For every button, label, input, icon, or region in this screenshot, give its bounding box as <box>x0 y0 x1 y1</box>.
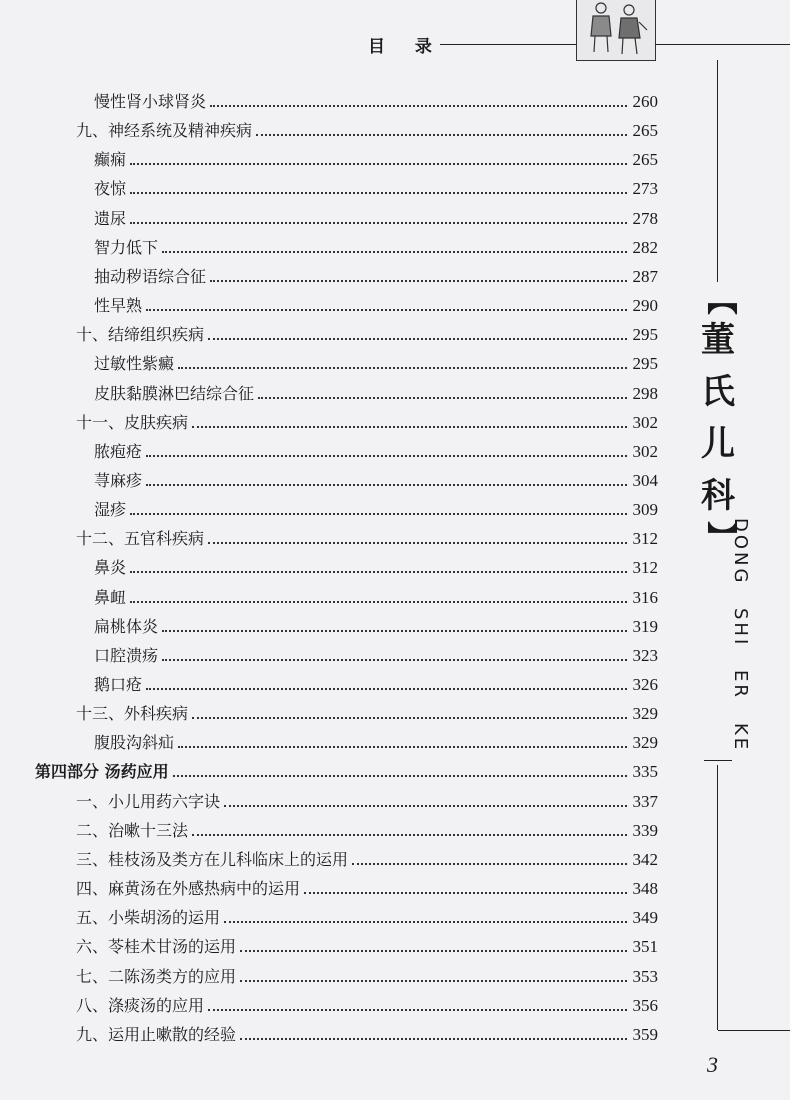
toc-entry-label: 十三、外科疾病 <box>76 704 189 724</box>
toc-entry-label: 抽动秽语综合征 <box>94 266 207 286</box>
toc-entry-label: 十一、皮肤疾病 <box>76 412 189 432</box>
toc-entry <box>76 875 658 899</box>
toc-entry <box>94 88 658 112</box>
toc-entry <box>76 963 658 987</box>
toc-entry-label: 第四部分 汤药应用 <box>35 762 169 782</box>
toc-entry <box>94 263 658 287</box>
toc-entry-page: 339 <box>632 820 658 840</box>
page-number: 3 <box>707 1052 718 1077</box>
toc-entry-page: 329 <box>632 733 658 753</box>
toc-entry-page: 309 <box>632 500 658 520</box>
toc-entry-page: 337 <box>632 791 658 811</box>
toc-entry-page: 282 <box>632 237 658 257</box>
toc-entry-label: 性早熟 <box>94 296 143 316</box>
dot-leader <box>208 1009 626 1011</box>
toc-entry-page: 351 <box>632 937 658 957</box>
header-rule-right <box>655 44 790 45</box>
dot-leader <box>192 426 626 428</box>
header-rule-left <box>440 44 576 45</box>
toc-entry <box>94 642 658 666</box>
toc-entry-page: 287 <box>632 266 658 286</box>
toc-entry-label: 九、运用止嗽散的经验 <box>76 1024 237 1044</box>
toc-entry <box>94 205 658 229</box>
dot-leader <box>130 601 626 603</box>
toc-entry-label: 智力低下 <box>94 237 159 257</box>
footer-rule <box>718 1030 790 1031</box>
dot-leader <box>130 192 626 194</box>
toc-entry <box>94 671 658 695</box>
toc-entry-page: 316 <box>632 587 658 607</box>
toc-entry-page: 312 <box>632 558 658 578</box>
toc-entry-page: 312 <box>632 529 658 549</box>
toc-entry-page: 326 <box>632 675 658 694</box>
dot-leader <box>130 513 626 515</box>
toc-entry-label: 荨麻疹 <box>94 470 143 490</box>
dot-leader <box>162 659 626 661</box>
side-rule-top <box>717 60 718 282</box>
toc-entry-label: 十二、五官科疾病 <box>76 529 205 549</box>
dot-leader <box>146 309 626 311</box>
dot-leader <box>130 222 626 224</box>
toc-entry <box>76 904 658 928</box>
toc-entry-page: 302 <box>632 441 658 461</box>
side-pinyin <box>730 518 751 766</box>
toc-entry-label: 遗尿 <box>94 208 127 228</box>
toc-entry <box>94 292 658 316</box>
toc-entry <box>94 613 658 637</box>
toc-entry <box>76 700 658 724</box>
toc-entry-label: 一、小儿用药六字诀 <box>76 791 221 811</box>
toc-entry-page: 265 <box>632 150 658 170</box>
toc-entry-label: 七、二陈汤类方的应用 <box>76 966 237 986</box>
dot-leader <box>224 921 626 923</box>
toc-entry <box>76 846 658 870</box>
toc-entry <box>76 117 658 141</box>
dot-leader <box>240 980 626 982</box>
toc-entry-page: 278 <box>632 208 658 228</box>
side-mark <box>704 760 732 761</box>
dot-leader <box>162 630 626 632</box>
toc-entry-page: 342 <box>632 849 658 869</box>
bracket-open: 【 <box>703 285 738 315</box>
dot-leader <box>130 571 626 573</box>
dot-leader <box>240 1038 626 1040</box>
toc-entry-page: 302 <box>632 412 658 432</box>
toc-entry-label: 鼻衄 <box>94 587 127 607</box>
toc-entry <box>94 496 658 520</box>
toc-entry <box>76 933 658 957</box>
dot-leader <box>192 717 626 719</box>
toc-entry <box>94 234 658 258</box>
dot-leader <box>178 367 626 369</box>
dot-leader <box>130 163 626 165</box>
toc-entry <box>76 992 658 1016</box>
toc-entry-page: 295 <box>632 354 658 374</box>
toc-entry-page: 295 <box>632 325 658 345</box>
toc-entry-label: 鹅口疮 <box>94 675 143 694</box>
side-rule-bottom <box>717 765 718 1030</box>
dot-leader <box>304 892 626 894</box>
toc-entry-label: 四、麻黄汤在外感热病中的运用 <box>76 879 301 899</box>
toc-entry-page: 304 <box>632 470 658 490</box>
toc-entry-label: 腹股沟斜疝 <box>94 733 175 753</box>
dot-leader <box>208 338 626 340</box>
toc-entry-label: 皮肤黏膜淋巴结综合征 <box>94 383 255 403</box>
side-book-title <box>696 286 740 550</box>
toc-entry-page: 349 <box>632 908 658 928</box>
toc-entry-label: 慢性肾小球肾炎 <box>94 92 207 111</box>
dot-leader <box>210 280 626 282</box>
side-title-char: 董 <box>701 320 735 360</box>
toc-entry <box>76 321 658 345</box>
dot-leader <box>352 863 626 865</box>
toc-entry-page: 359 <box>632 1024 658 1044</box>
dot-leader <box>146 455 626 457</box>
toc-entry-page: 290 <box>632 296 658 316</box>
toc-entry <box>76 409 658 433</box>
pinyin-word: KE <box>730 722 751 753</box>
dot-leader <box>240 950 626 952</box>
dot-leader <box>258 397 626 399</box>
bracket-close: 】 <box>703 521 738 551</box>
dot-leader <box>256 134 626 136</box>
toc-entry <box>94 438 658 462</box>
toc-entry-label: 八、涤痰汤的应用 <box>76 995 205 1015</box>
dot-leader <box>162 251 626 253</box>
toc-entry-page: 260 <box>632 92 658 111</box>
toc-entry <box>76 788 658 812</box>
toc-entry <box>94 729 658 753</box>
side-title-char: 科 <box>701 476 735 516</box>
toc-entry-label: 三、桂枝汤及类方在儿科临床上的运用 <box>76 849 349 869</box>
dot-leader <box>146 688 626 690</box>
toc-entry-page: 329 <box>632 704 658 724</box>
dot-leader <box>208 542 626 544</box>
toc-entry <box>76 1021 658 1045</box>
toc-entry-page: 335 <box>632 762 658 782</box>
toc-entry <box>35 758 658 782</box>
pinyin-word: ER <box>730 670 751 701</box>
toc-entry-label: 扁桃体炎 <box>94 616 159 636</box>
toc-entry-label: 夜惊 <box>94 179 127 199</box>
page-header-title: 目 录 <box>368 37 444 57</box>
toc-entry-page: 323 <box>632 645 658 665</box>
dot-leader <box>192 834 626 836</box>
side-title-char: 氏 <box>701 372 735 412</box>
toc-entry-label: 脓疱疮 <box>94 441 143 461</box>
toc-entry <box>94 584 658 608</box>
toc-entry <box>94 467 658 491</box>
toc-entry-label: 二、治嗽十三法 <box>76 820 189 840</box>
toc-entry <box>94 380 658 404</box>
toc-entry-label: 癫痫 <box>94 150 127 170</box>
dot-leader <box>210 105 626 107</box>
toc-entry-label: 湿疹 <box>94 500 127 520</box>
toc-entry <box>94 350 658 374</box>
toc-entry-page: 353 <box>632 966 658 986</box>
toc-entry-label: 十、结缔组织疾病 <box>76 325 205 345</box>
toc-entry-page: 356 <box>632 995 658 1015</box>
header-illustration <box>576 0 656 61</box>
toc-entry-page: 348 <box>632 879 658 899</box>
toc-entry-page: 265 <box>632 121 658 141</box>
dot-leader <box>178 746 626 748</box>
toc-entry-page: 319 <box>632 616 658 636</box>
toc-entry-label: 鼻炎 <box>94 558 127 578</box>
toc-entry-label: 过敏性紫癜 <box>94 354 175 374</box>
toc-entry <box>94 175 658 199</box>
dot-leader <box>173 775 627 777</box>
toc-entry <box>94 554 658 578</box>
toc-entry-label: 六、苓桂术甘汤的运用 <box>76 937 237 957</box>
toc-entry-page: 273 <box>632 179 658 199</box>
side-title-char: 儿 <box>701 424 735 464</box>
toc-entry-label: 口腔溃疡 <box>94 645 159 665</box>
toc-entry <box>76 525 658 549</box>
toc-entry <box>94 146 658 170</box>
dot-leader <box>224 805 626 807</box>
pinyin-word: DONG <box>730 518 751 586</box>
toc-entry-label: 九、神经系统及精神疾病 <box>76 121 253 141</box>
toc-entry <box>76 817 658 841</box>
figures-illustration-icon <box>577 0 655 60</box>
toc-entry-page: 298 <box>632 383 658 403</box>
dot-leader <box>146 484 626 486</box>
toc-entry-label: 五、小柴胡汤的运用 <box>76 908 221 928</box>
pinyin-word: SHI <box>730 608 751 648</box>
